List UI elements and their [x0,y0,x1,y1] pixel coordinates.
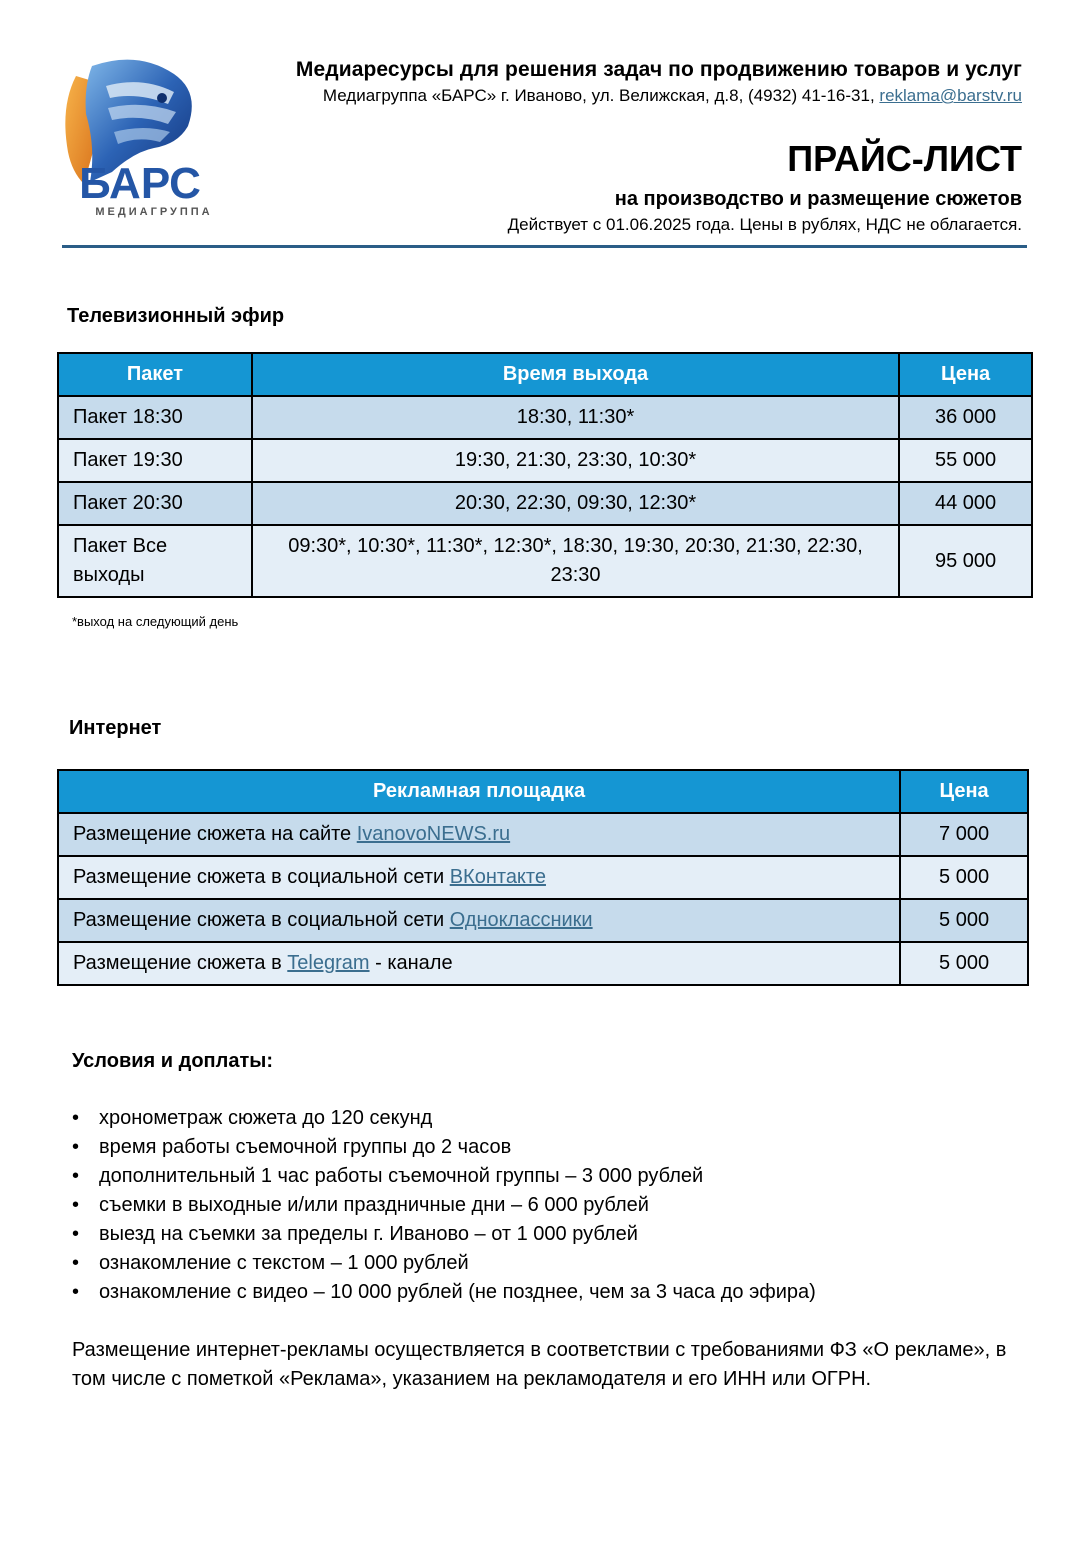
logo-text: БАРС [79,159,201,208]
internet-price-table [57,769,1029,986]
price-cell: 5 000 [900,856,1028,899]
air-time-cell: 20:30, 22:30, 09:30, 12:30* [252,482,899,525]
address-text: Медиагруппа «БАРС» г. Иваново, ул. Велижская, д.8, (4932) 41-16-31, [322,86,875,105]
column-header-air-time: Время выхода [252,353,899,396]
list-item-text: хронометраж сюжета до 120 секунд [99,1107,433,1129]
internet-section-heading: Интернет [69,717,162,739]
odnoklassniki-link[interactable]: Одноклассники [449,909,593,931]
tv-price-table [57,352,1033,598]
tv-footnote: *выход на следующий день [72,614,239,629]
platform-cell [58,813,900,856]
package-cell: Пакет 18:30 [58,396,252,439]
list-item-text: время работы съемочной группы до 2 часов [99,1136,512,1158]
column-header-price: Цена [900,770,1028,813]
bullet-icon: • [72,1252,80,1274]
table-row [58,525,1032,597]
internet-table-header [58,770,1028,813]
list-item [72,1220,816,1249]
air-time-cell: 09:30*, 10:30*, 11:30*, 12:30*, 18:30, 19:30, 20:30, 21:30, 22:30, 23:30 [252,525,899,597]
legal-note: Размещение интернет-рекламы осуществляется в соответствии с требованиями ФЗ «О рекламе», в том числе с пометкой «Реклама», указанием на рекламодателя и его ИНН или ОГРН. [72,1339,1007,1390]
package-cell: Пакет 20:30 [58,482,252,525]
vkontakte-link[interactable]: ВКонтакте [449,866,546,888]
table-row [58,482,1032,525]
tv-table-header [58,353,1032,396]
list-item-text: ознакомление с видео – 10 000 рублей (не позднее, чем за 3 часа до эфира) [99,1281,816,1303]
bullet-icon: • [72,1194,80,1216]
header-divider [62,245,1027,248]
bars-logo-graphic [50,52,226,218]
air-time-cell: 18:30, 11:30* [252,396,899,439]
document-title: ПРАЙС-ЛИСТ [787,138,1022,179]
bars-logo [50,52,226,218]
price-cell: 7 000 [900,813,1028,856]
platform-prefix: Размещение сюжета на сайте [73,823,357,845]
list-item-text: выезд на съемки за пределы г. Иваново – от 1 000 рублей [99,1223,638,1245]
platform-prefix: Размещение сюжета в социальной сети [73,909,450,931]
list-item [72,1162,816,1191]
platform-cell [58,856,900,899]
platform-suffix: - канале [369,952,453,974]
tv-section-heading: Телевизионный эфир [67,305,285,327]
price-cell: 55 000 [899,439,1032,482]
email-link[interactable]: reklama@barstv.ru [879,86,1022,105]
price-cell: 95 000 [899,525,1032,597]
bullet-icon: • [72,1165,80,1187]
column-header-price: Цена [899,353,1032,396]
table-row [58,396,1032,439]
bullet-icon: • [72,1281,80,1303]
price-cell: 36 000 [899,396,1032,439]
ivanovonews-link[interactable]: IvanovoNEWS.ru [356,823,511,845]
package-cell: Пакет Все выходы [58,525,252,597]
bullet-icon: • [72,1223,80,1245]
address-line [323,86,1022,106]
platform-prefix: Размещение сюжета в [73,952,288,974]
list-item [72,1249,816,1278]
telegram-link[interactable]: Telegram [287,952,370,974]
company-title: Медиаресурсы для решения задач по продвижению товаров и услуг [295,58,1022,81]
table-row [58,856,1028,899]
platform-cell [58,899,900,942]
list-item [72,1191,816,1220]
conditions-heading: Условия и доплаты: [72,1050,273,1072]
price-cell: 5 000 [900,942,1028,985]
column-header-package: Пакет [58,353,252,396]
table-row [58,813,1028,856]
air-time-cell: 19:30, 21:30, 23:30, 10:30* [252,439,899,482]
column-header-platform: Рекламная площадка [58,770,900,813]
list-item [72,1133,816,1162]
price-cell: 5 000 [900,899,1028,942]
platform-prefix: Размещение сюжета в социальной сети [73,866,450,888]
list-item-text: ознакомление с текстом – 1 000 рублей [99,1252,469,1274]
price-cell: 44 000 [899,482,1032,525]
table-row [58,899,1028,942]
table-row [58,942,1028,985]
list-item-text: дополнительный 1 час работы съемочной группы – 3 000 рублей [99,1165,704,1187]
table-row [58,439,1032,482]
bullet-icon: • [72,1107,80,1129]
list-item-text: съемки в выходные и/или праздничные дни – 6 000 рублей [99,1194,649,1216]
conditions-list [72,1104,816,1307]
validity-note: Действует с 01.06.2025 года. Цены в рублях, НДС не облагается. [507,215,1022,234]
list-item [72,1278,816,1307]
document-subtitle: на производство и размещение сюжетов [614,188,1022,210]
logo-subtext: МЕДИАГРУППА [95,206,213,218]
platform-cell [58,942,900,985]
bullet-icon: • [72,1136,80,1158]
package-cell: Пакет 19:30 [58,439,252,482]
list-item [72,1104,816,1133]
